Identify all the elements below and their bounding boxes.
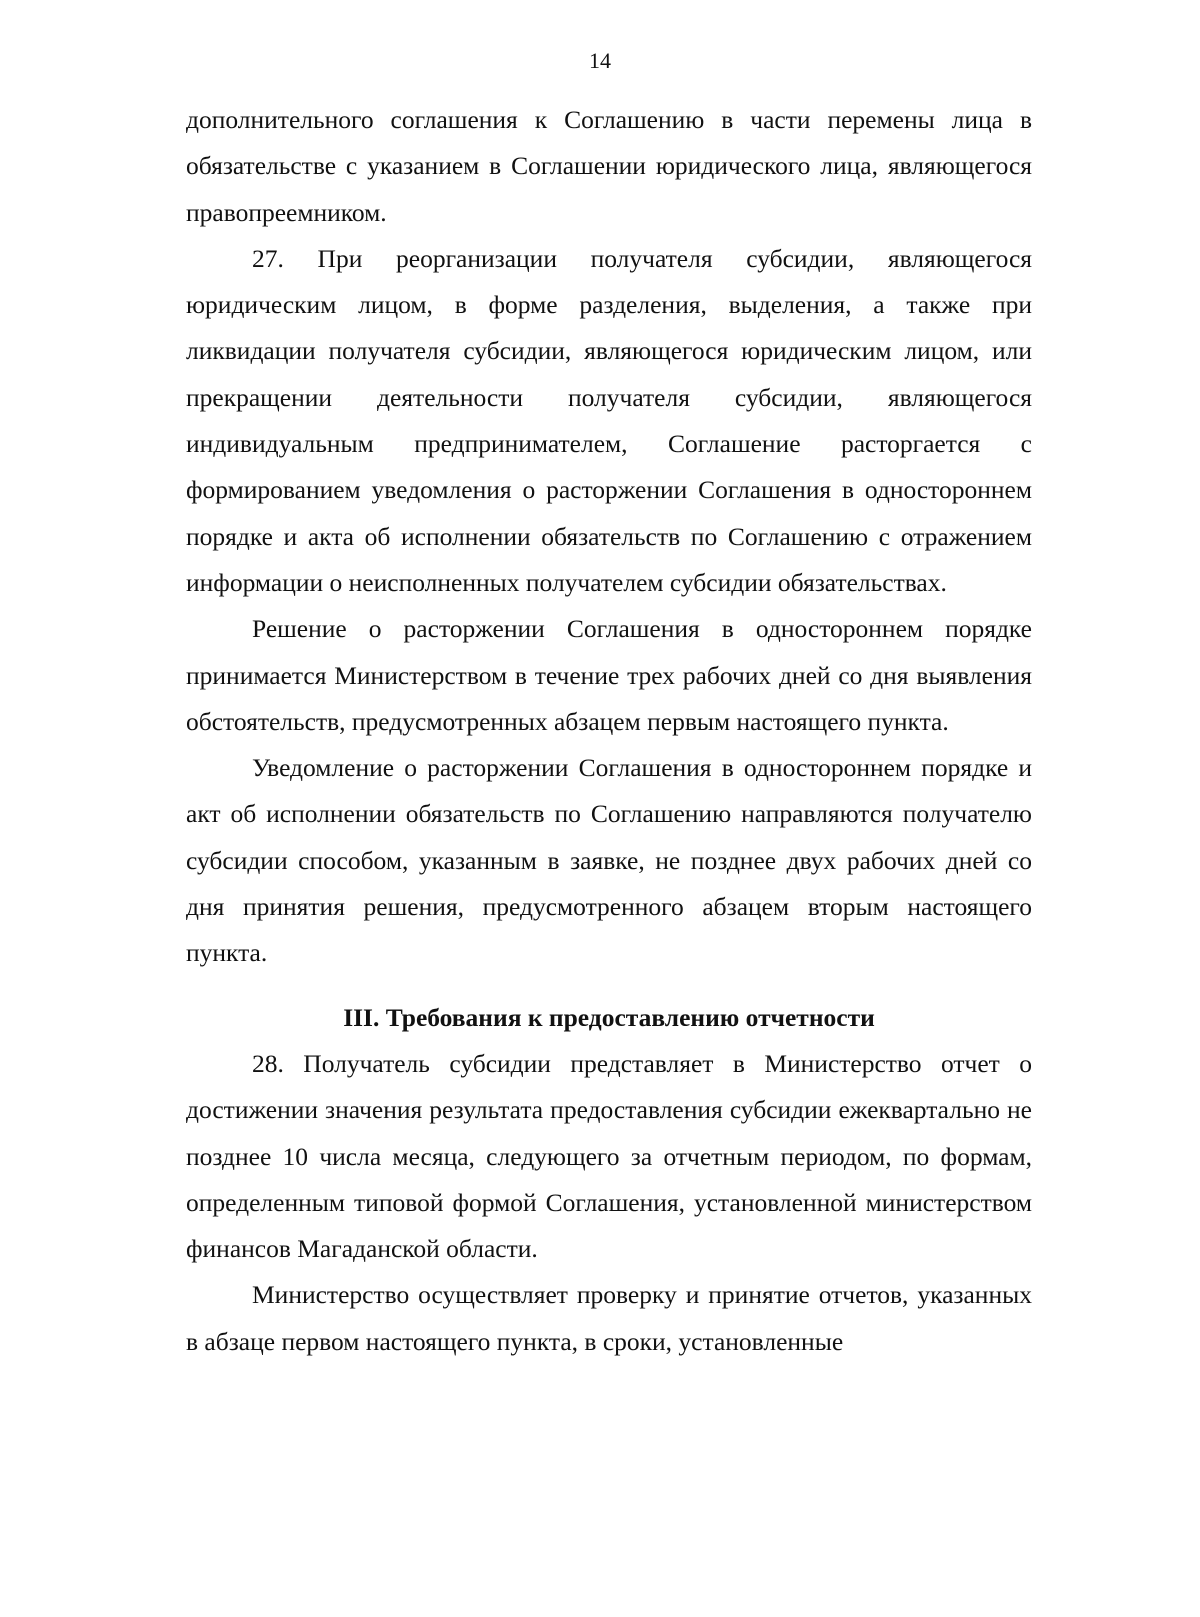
paragraph-continuation: дополнительного соглашения к Соглашению в части перемены лица в обязательстве с указанием в Соглашении юридического лица, являющегося правопреемником. — [186, 105, 1032, 227]
document-body — [186, 97, 1032, 1365]
paragraph-decision: Решение о расторжении Соглашения в одностороннем порядке принимается Министерством в течение трех рабочих дней со дня выявления обстоятельств, предусмотренных абзацем первым настоящего пункта. — [186, 614, 1032, 736]
section-heading: III. Требования к предоставлению отчетности — [343, 1002, 875, 1032]
page-number: 14 — [589, 48, 611, 73]
paragraph-ministry-check: Министерство осуществляет проверку и принятие отчетов, указанных в абзаце первом настоящего пункта, в сроки, установленные — [186, 1280, 1032, 1356]
paragraph-item-28: 28. Получатель субсидии представляет в Министерство отчет о достижении значения результата предоставления субсидии ежеквартально не позднее 10 числа месяца, следующего за отчетным периодом, по формам, определенным типовой формой Соглашения, установленной министерством финансов Магаданской области. — [186, 1048, 1032, 1264]
paragraph-item-27: 27. При реорганизации получателя субсидии, являющегося юридическим лицом, в форме разделения, выделения, а также при ликвидации получателя субсидии, являющегося юридическим лицом, или прекращении деятельности получателя субсидии, являющегося индивидуальным предпринимателем, Соглашение расторгается с формированием уведомления о расторжении Соглашения в одностороннем порядке и акта об исполнении обязательств по Соглашению с отражением информации о неисполненных получателем субсидии обязательствах. — [186, 243, 1032, 597]
paragraph-notification: Уведомление о расторжении Соглашения в одностороннем порядке и акт об исполнении обязательств по Соглашению направляются получателю субсидии способом, указанным в заявке, не позднее двух рабочих дней со дня принятия решения, предусмотренного абзацем вторым настоящего пункта. — [186, 753, 1032, 968]
